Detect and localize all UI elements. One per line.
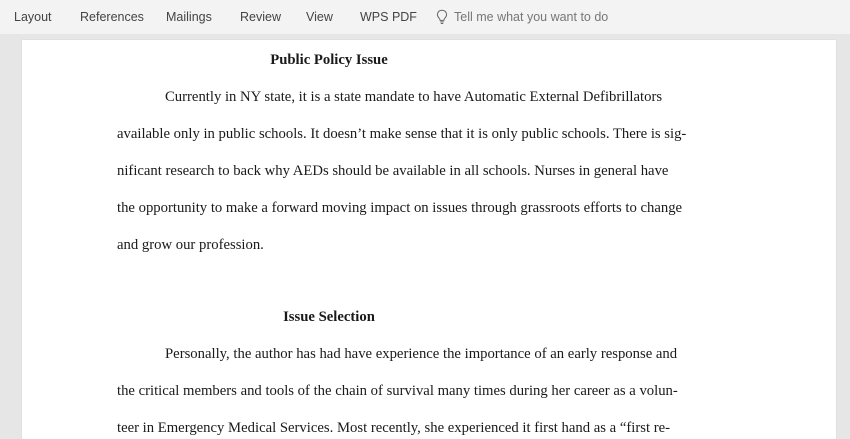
heading-issue-selection: Issue Selection (283, 309, 375, 325)
paragraph-line: and grow our profession. (117, 237, 264, 253)
tab-references[interactable]: References (80, 10, 144, 24)
tab-mailings[interactable]: Mailings (166, 10, 212, 24)
tab-view[interactable]: View (306, 10, 333, 24)
ribbon-menu-bar (0, 0, 850, 34)
paragraph-line: the opportunity to make a forward moving impact on issues through grassroots efforts to change (117, 200, 683, 216)
tell-me-search[interactable] (436, 8, 608, 26)
tab-layout[interactable]: Layout (14, 10, 52, 24)
paragraph-line: Currently in NY state, it is a state mandate to have Automatic External Defibrillators (165, 89, 663, 105)
paragraph-line: nificant research to back why AEDs should be available in all schools. Nurses in general have (117, 163, 669, 179)
paragraph-line: Personally, the author has had have experience the importance of an early response and (165, 346, 678, 362)
heading-public-policy-issue: Public Policy Issue (270, 52, 388, 68)
paragraph-line: teer in Emergency Medical Services. Most recently, she experienced it first hand as a “first re- (117, 420, 671, 436)
tab-wps-pdf[interactable]: WPS PDF (360, 10, 417, 24)
tell-me-placeholder: Tell me what you want to do (454, 10, 609, 24)
paragraph-line: available only in public schools. It doesn’t make sense that it is only public schools. There is sig- (117, 126, 687, 142)
tab-review[interactable]: Review (240, 10, 281, 24)
paragraph-line: the critical members and tools of the chain of survival many times during her career as a volun- (117, 383, 678, 399)
lightbulb-icon (436, 9, 448, 25)
